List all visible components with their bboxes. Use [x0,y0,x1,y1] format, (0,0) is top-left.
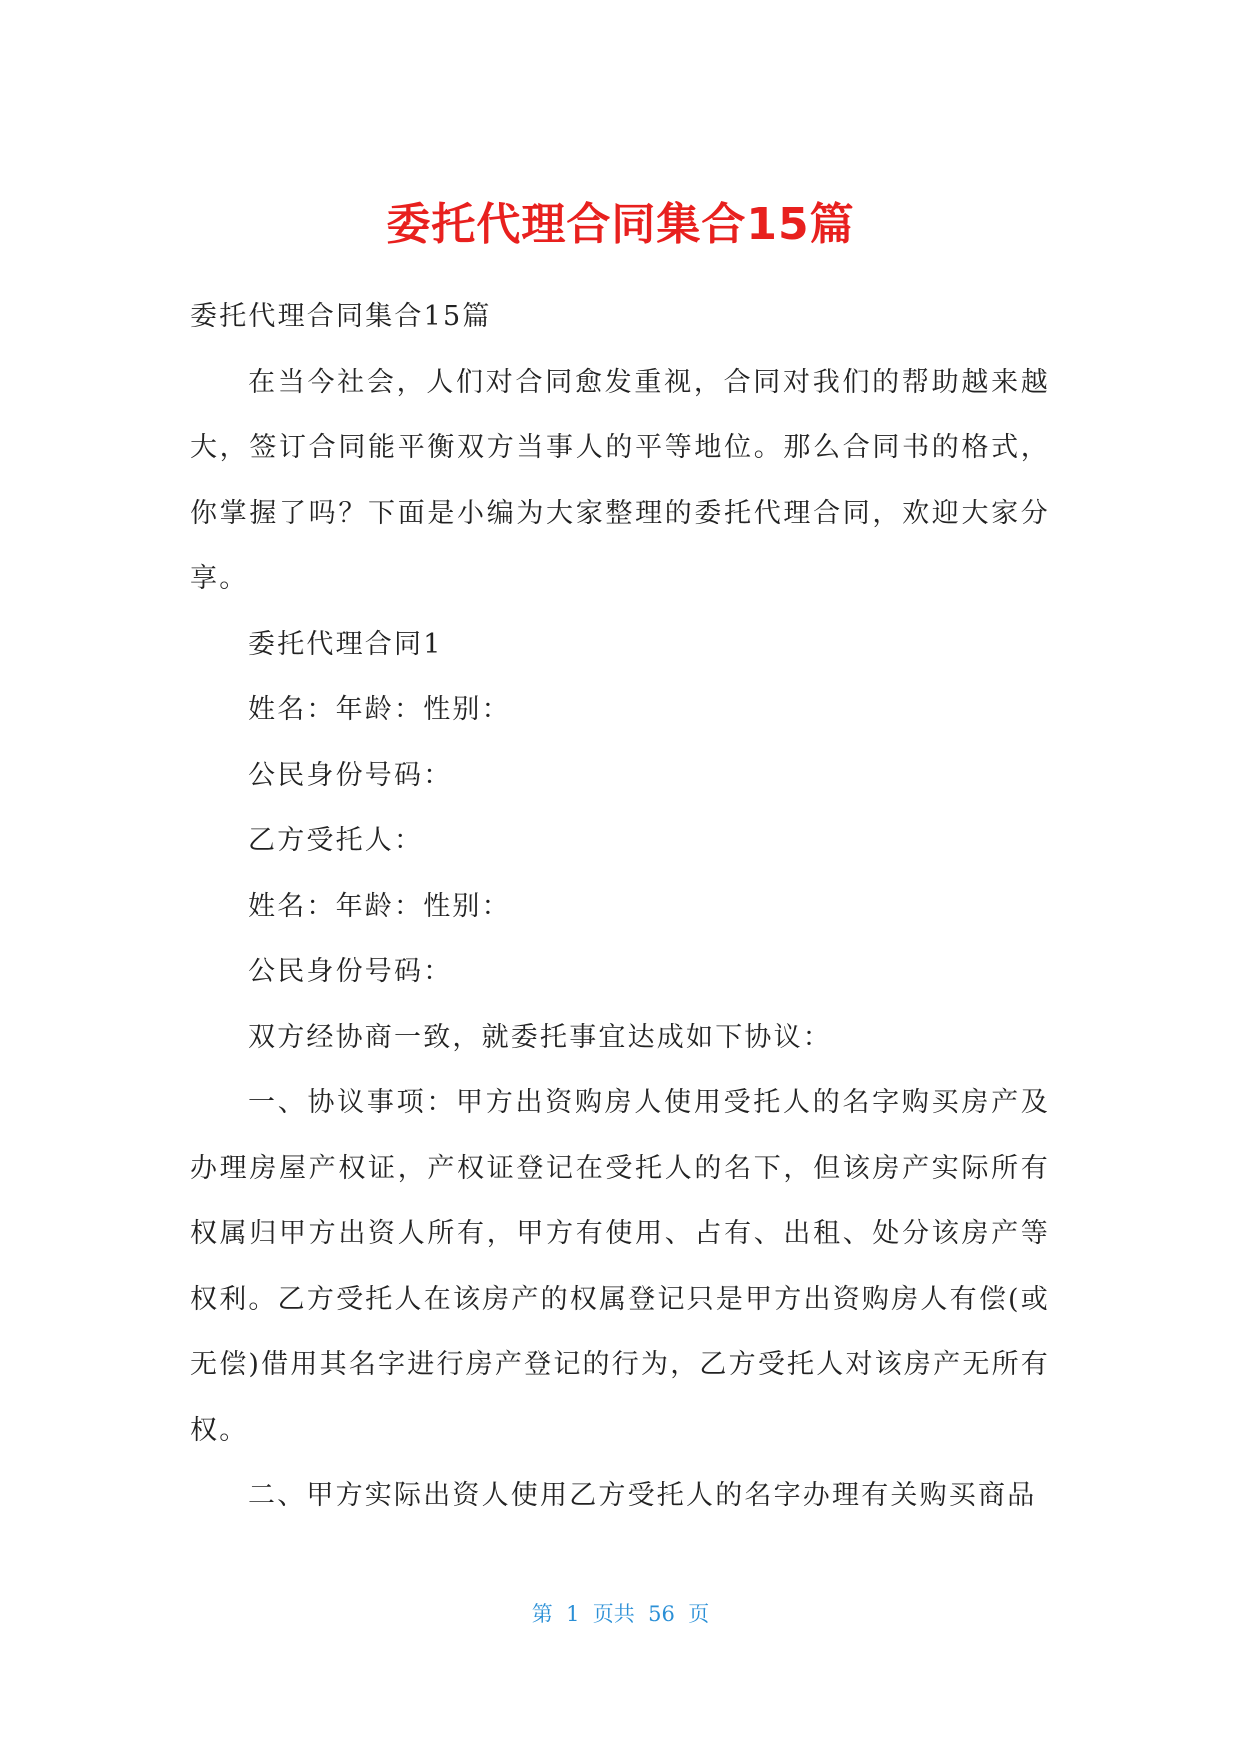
party-b-id-line: 公民身份号码： [248,956,453,987]
page-number-footer: 第 1 页共 56 页 [531,1602,710,1626]
intro-paragraph: 在当今社会，人们对合同愈发重视，合同对我们的帮助越来越大，签订合同能平衡双方当事人的平等地位。那么合同书的格式，你掌握了吗？下面是小编为大家整理的委托代理合同，欢迎大家分享。 [190,366,1050,594]
party-b-info-line: 姓名：年龄：性别： [248,890,511,922]
contract-heading: 委托代理合同1 [248,628,443,660]
clause-two: 二、甲方实际出资人使用乙方受托人的名字办理有关购买商品 [248,1480,1037,1511]
clause-one: 一、协议事项：甲方出资购房人使用受托人的名字购买房产及办理房屋产权证，产权证登记在受托人的名下，但该房产实际所有权属归甲方出资人所有，甲方有使用、占有、出租、处分该房产等权利。乙方受托人在该房产的权属登记只是甲方出资购房人有偿(或无偿)借用其名字进行房产登记的行为，乙方受托人对该房产无所有权。 [190,1087,1050,1446]
party-b-heading: 乙方受托人： [248,825,424,856]
document-body [190,284,1050,1529]
agreement-intro: 双方经协商一致，就委托事宜达成如下协议： [248,1021,832,1053]
party-a-id-line: 公民身份号码： [248,759,453,791]
subtitle-line: 委托代理合同集合15篇 [190,301,492,332]
party-a-info-line: 姓名：年龄：性别： [248,694,511,725]
document-title: 委托代理合同集合15篇 [386,199,855,250]
